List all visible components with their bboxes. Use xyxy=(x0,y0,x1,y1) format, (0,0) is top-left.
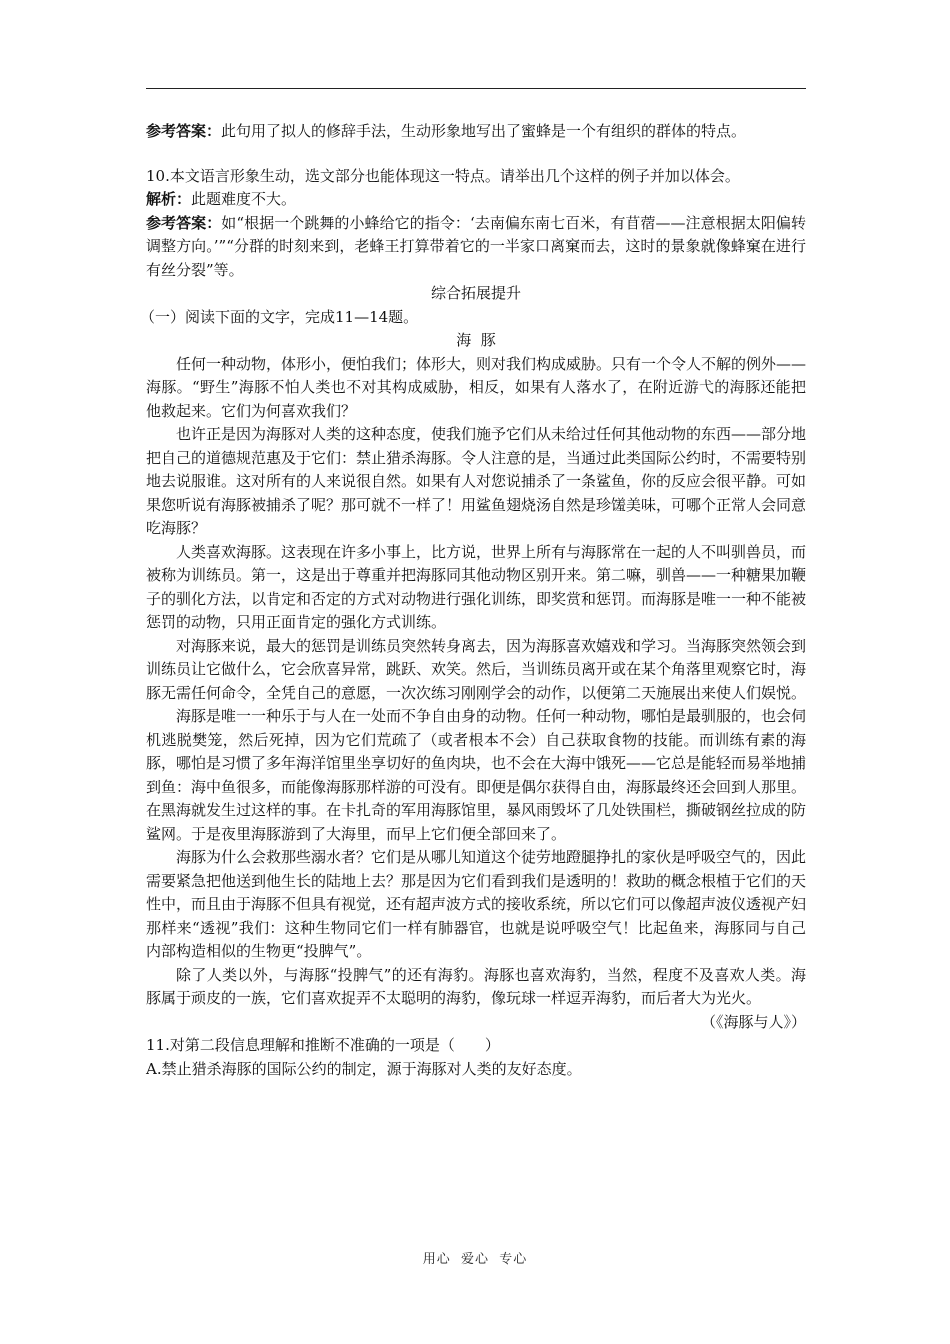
article-paragraph: 除了人类以外，与海豚“投脾气”的还有海豹。海豚也喜欢海豹，当然，程度不及喜欢人类。海豚属于顽皮的一族，它们喜欢捉弄不太聪明的海豹，像玩球一样逗弄海豹，而后者大为光火。 xyxy=(146,965,806,1007)
q10-analysis xyxy=(146,188,806,212)
q11-option-a: A.禁止猎杀海豚的国际公约的制定，源于海豚对人类的友好态度。 xyxy=(146,1059,582,1078)
q10-analysis-label: 解析： xyxy=(146,190,192,208)
q9-answer-text: 此句用了拟人的修辞手法，生动形象地写出了蜜蜂是一个有组织的群体的特点。 xyxy=(221,122,747,140)
article-paragraph: 对海豚来说，最大的惩罚是训练员突然转身离去，因为海豚喜欢嬉戏和学习。当海豚突然领会到训练员让它做什么，它会欣喜异常，跳跃、欢笑。然后，当训练员离开或在某个角落里观察它时，海豚无需任何命令，全凭自己的意愿，一次次练习刚刚学会的动作，以便第二天施展出来使人们娱悦。 xyxy=(146,636,807,702)
q11-question: 11.对第二段信息理解和推断不准确的一项是（ ） xyxy=(146,1036,500,1054)
article-source: （《海豚与人》） xyxy=(700,1012,806,1031)
q10-answer xyxy=(146,212,806,283)
section-title: 综合拓展提升 xyxy=(430,284,521,302)
article-paragraph: 人类喜欢海豚。这表现在许多小事上，比方说，世界上所有与海豚常在一起的人不叫驯兽员，而被称为训练员。第一，这是出于尊重并把海豚同其他动物区别开来。第二嘛，驯兽——一种糖果加鞭子的驯化方法，以肯定和否定的方式对动物进行强化训练，即奖赏和惩罚。而海豚是唯一一种不能被惩罚的动物，只用正面肯定的强化方式训练。 xyxy=(146,542,807,631)
article-paragraph: 任何一种动物，体形小，便怕我们；体形大，则对我们构成威胁。只有一个令人不解的例外——海豚。“野生”海豚不怕人类也不对其构成威胁，相反，如果有人落水了，在附近游弋的海豚还能把他救起来。它们为何喜欢我们？ xyxy=(146,354,807,420)
article-paragraph: 海豚是唯一一种乐于与人在一处而不争自由身的动物。任何一种动物，哪怕是最驯服的，也会伺机逃脱樊笼，然后死掉，因为它们荒疏了（或者根本不会）自己获取食物的技能。而训练有素的海豚，哪怕是习惯了多年海洋馆里坐享切好的鱼肉块，也不会在大海中饿死——它总是能轻而易举地捕到鱼：海中鱼很多，而能像海豚那样游的可没有。即便是偶尔获得自由，海豚最终还会回到人那里。在黑海就发生过这样的事。在卡扎奇的军用海豚馆里，暴风雨毁坏了几处铁围栏，撕破钢丝拉成的防鲨网。于是夜里海豚游到了大海里，而早上它们便全部回来了。 xyxy=(146,707,807,843)
q10-answer-label: 参考答案： xyxy=(146,213,222,232)
q10-question: 10.本文语言形象生动，选文部分也能体现这一特点。请举出几个这样的例子并加以体会。 xyxy=(146,166,740,185)
q9-answer-label: 参考答案： xyxy=(146,122,222,140)
q10-analysis-text: 此题难度不大。 xyxy=(191,190,297,208)
reading-instruction: （一）阅读下面的文字，完成11—14题。 xyxy=(140,307,419,326)
header-rule xyxy=(146,88,806,89)
q9-answer xyxy=(146,120,806,144)
document-content xyxy=(140,120,807,1081)
q10-answer-text: 如“根据一个跳舞的小蜂给它的指令：‘去南偏东南七百米，有苜蓿——注意根据太阳偏转调整方向。’”“分群的时刻来到，老蜂王打算带着它的一半家口离窠而去，这时的景象就像蜂窠在进行有丝分裂”等。 xyxy=(146,213,806,279)
article-title: 海 豚 xyxy=(456,331,496,349)
spacer xyxy=(146,144,806,165)
article-paragraph: 也许正是因为海豚对人类的这种态度，使我们施予它们从未给过任何其他动物的东西——部分地把自己的道德规范惠及于它们：禁止猎杀海豚。令人注意的是，当通过此类国际公约时，不需要特别地去说服谁。这对所有的人来说很自然。如果有人对您说捕杀了一条鲨鱼，你的反应会很平静。可如果您听说有海豚被捕杀了呢？那可就不一样了！用鲨鱼翅烧汤自然是珍馐美味，可哪个正常人会同意吃海豚？ xyxy=(146,425,807,537)
article-paragraph: 海豚为什么会救那些溺水者？它们是从哪儿知道这个徒劳地蹬腿挣扎的家伙是呼吸空气的，因此需要紧急把他送到他生长的陆地上去？那是因为它们看到我们是透明的！救助的概念根植于它们的天性中，而且由于海豚不但具有视觉，还有超声波方式的接收系统，所以它们可以像超声波仪透视产妇那样来“透视”我们：这种生物同它们一样有肺器官，也就是说呼吸空气！比起鱼来，海豚同与自己内部构造相似的生物更“投脾气”。 xyxy=(146,848,807,960)
page-footer: 用心 爱心 专心 xyxy=(422,1252,528,1267)
